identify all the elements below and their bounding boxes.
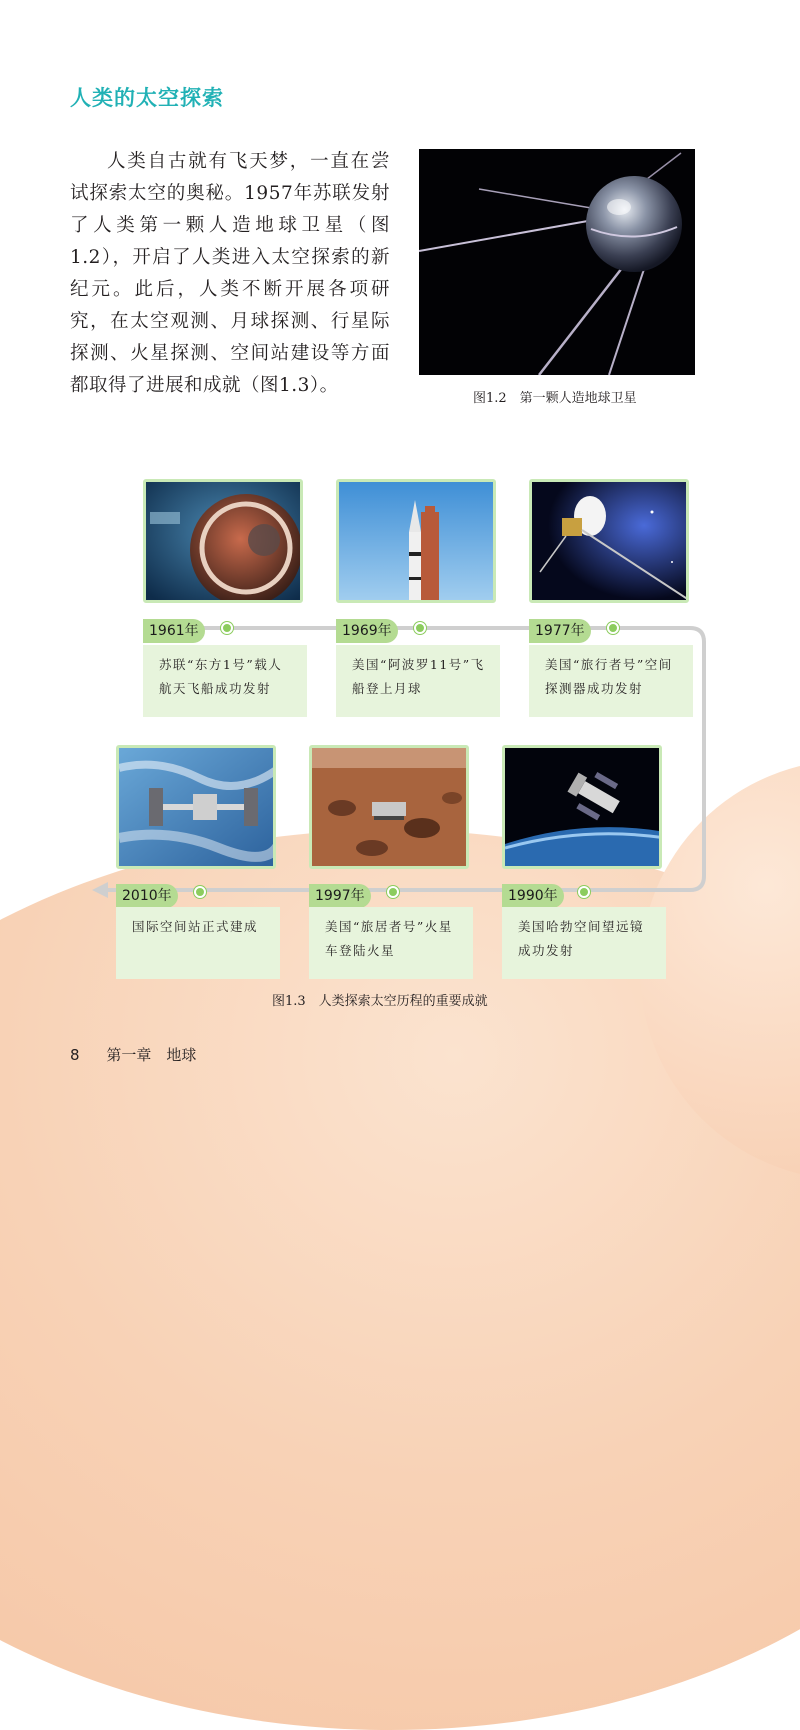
page-footer [70,1044,196,1065]
event-description: 国际空间站正式建成 [116,907,280,979]
year-tag-1977: 1977年 [529,619,591,643]
timeline-dot [387,886,399,898]
timeline-dot [221,622,233,634]
timeline-dot [578,886,590,898]
chapter-label: 第一章 地球 [106,1046,197,1064]
intro-paragraph: 人类自古就有飞天梦，一直在尝试探索太空的奥秘。1957年苏联发射了人类第一颗人造地球卫星（图1.2），开启了人类进入太空探索的新纪元。此后，人类不断开展各项研究，在太空观测、月球探测、行星际探测、火星探测、空间站建设等方面都取得了进展和成就（图1.3）。 [70,151,390,396]
year-tag-1961: 1961年 [143,619,205,643]
event-description: 美国“旅居者号”火星车登陆火星 [309,907,473,979]
hubble-telescope-image [502,745,662,869]
iss-station-image [116,745,276,869]
sputnik-image [419,149,695,375]
event-description: 苏联“东方1号”载人航天飞船成功发射 [143,645,307,717]
figure-1-2-caption: 图1.2 第一颗人造地球卫星 [473,391,637,406]
year-tag-1997: 1997年 [309,884,371,908]
timeline-dot [607,622,619,634]
timeline-dot [414,622,426,634]
event-description: 美国“旅行者号”空间探测器成功发射 [529,645,693,717]
figure-1-3-caption: 图1.3 人类探索太空历程的重要成就 [272,994,488,1009]
apollo-rocket-image [336,479,496,603]
page-number: 8 [70,1046,80,1064]
mars-rover-image [309,745,469,869]
voyager-probe-image [529,479,689,603]
event-description: 美国“阿波罗11号”飞船登上月球 [336,645,500,717]
timeline-dot [194,886,206,898]
year-tag-2010: 2010年 [116,884,178,908]
year-tag-1990: 1990年 [502,884,564,908]
vostok-capsule-image [143,479,303,603]
event-description: 美国哈勃空间望远镜成功发射 [502,907,666,979]
year-tag-1969: 1969年 [336,619,398,643]
section-title: 人类的太空探索 [70,86,224,110]
